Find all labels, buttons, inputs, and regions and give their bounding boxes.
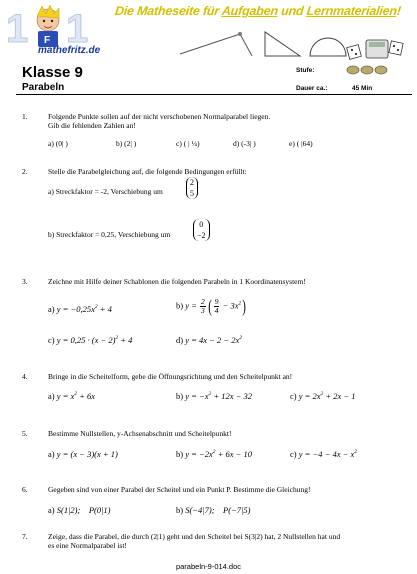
task-5-number: 5.	[22, 429, 28, 438]
task-2-text: Stelle die Parabelgleichung auf, die folgende Bedingungen erfüllt:	[48, 167, 247, 176]
level-label: Stufe:	[296, 67, 315, 74]
duration-label: Dauer ca.:	[296, 85, 328, 92]
task-5-a: a) y = (x − 3)(x + 1)	[48, 449, 118, 459]
task-7-text: Zeige, dass die Parabel, die durch (2|1) geht und den Scheitel bei S(3|2) hat, 2 Nullstellen hat und	[48, 532, 341, 541]
svg-text:1: 1	[66, 7, 89, 51]
task-1-text: Folgende Punkte sollen auf der nicht verschobenen Normalparabel liegen.	[48, 112, 271, 121]
math-tools-illustration	[170, 22, 410, 62]
task-3-a: a) $y = -0,25x^2 + 4$	[48, 304, 112, 314]
task-1-text-2: Gib die fehlenden Zahlen an!	[48, 121, 136, 130]
task-4-text: Bringe in die Scheitelform, gebe die Öffnungsrichtung und den Scheitelpunkt an!	[48, 372, 293, 381]
task-4-b: b) $y = -x^2 + 12x - 32$	[176, 391, 252, 401]
svg-text:1: 1	[6, 7, 29, 51]
task-1-item-c: c) ( | ¼)	[176, 139, 200, 148]
task-6-b: b) S(−4|7); P(−7|5)	[176, 505, 251, 515]
task-2-number: 2.	[22, 167, 28, 176]
duration-value: 45 Min	[352, 85, 373, 92]
header-divider	[16, 94, 412, 95]
task-2-b-vector: 0 −2	[193, 219, 210, 241]
task-1-item-e: e) ( |64)	[289, 139, 313, 148]
task-3-b: b) y = $\frac{2}{3}$ ( $\frac{9}{4}$ − $3x^2$)	[176, 296, 247, 316]
footer-filename: parabeln-9-014.doc	[175, 562, 242, 571]
site-name: mathefritz.de	[38, 45, 101, 56]
task-5-c: c) $y = -4 - 4x - x^2$	[290, 449, 357, 459]
task-4-c: c) $y = 2x^2 + 2x - 1$	[290, 391, 356, 401]
task-4-number: 4.	[22, 372, 28, 381]
task-3-text: Zeichne mit Hilfe deiner Schablonen die folgenden Parabeln in 1 Koordinatensystem!	[48, 277, 306, 286]
task-3-d: d) $y = 4x - 2 - 2x^2$	[176, 335, 242, 345]
task-6-number: 6.	[22, 485, 28, 494]
task-5-text: Bestimme Nullstellen, y-Achsenabschnitt und Scheitelpunkt!	[48, 429, 232, 438]
task-6-a: a) S(1|2); P(0|1)	[48, 505, 111, 515]
task-7-text-2: es eine Normalparabel ist!	[48, 541, 127, 550]
logo-letter: F	[44, 35, 51, 46]
topic-title: Parabeln	[22, 82, 65, 93]
task-2-a-label: a) Streckfaktor = -2, Verschiebung um	[48, 187, 163, 196]
task-4-a: a) $y = x^2 + 6x$	[48, 391, 96, 401]
difficulty-coins	[346, 64, 390, 76]
task-1-number: 1.	[22, 112, 28, 121]
task-3-c: c) $y = 0,25 \cdot (x - 2)^2 + 4$	[48, 335, 133, 345]
task-6-text: Gegeben sind von einer Parabel der Scheitel und ein Punkt P. Bestimme die Gleichung!	[48, 485, 311, 494]
site-banner: Die Matheseite für Aufgaben und Lernmaterialien!	[114, 4, 402, 18]
task-1-item-a: a) (0| )	[48, 139, 68, 148]
task-1-item-b: b) (2| )	[116, 139, 137, 148]
task-2-b-label: b) Streckfaktor = 0,25, Verschiebung um	[48, 230, 171, 239]
task-3-number: 3.	[22, 277, 28, 286]
task-1-item-d: d) (-3| )	[233, 139, 256, 148]
task-7-number: 7.	[22, 532, 28, 541]
task-5-b: b) $y = -2x^2 + 6x - 10$	[176, 449, 252, 459]
task-2-a-vector: 2 5	[186, 177, 198, 199]
grade-title: Klasse 9	[22, 64, 83, 81]
